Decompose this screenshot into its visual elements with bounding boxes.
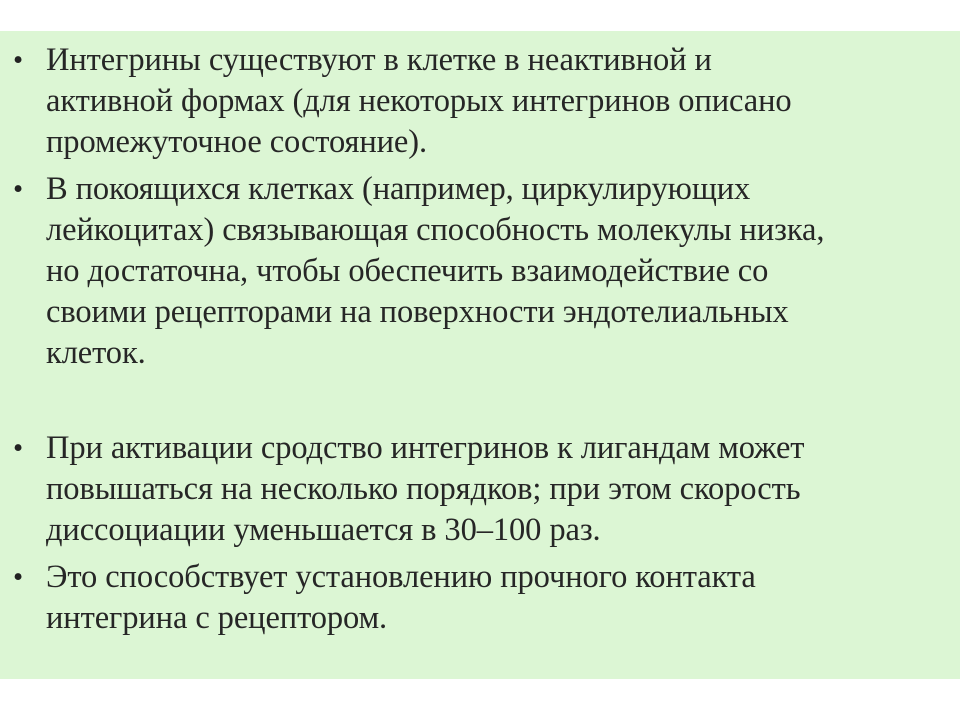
bullet-text	[46, 557, 946, 639]
bullet-line: При активации сродство интегринов к лигандам может	[46, 430, 805, 466]
bullet-line: промежуточное состояние).	[46, 124, 428, 160]
bullet-line: Интегрины существуют в клетке в неактивной и	[46, 42, 712, 78]
bullet-line: клеток.	[46, 335, 146, 371]
bullet-marker: •	[13, 561, 24, 593]
bullet-marker: •	[13, 44, 24, 76]
bullet-line: Это способствует установлению прочного контакта	[46, 559, 756, 595]
bullet-line: активной формах (для некоторых интегринов описано	[46, 83, 792, 119]
bullet-line: диссоциации уменьшается в 30–100 раз.	[46, 512, 601, 548]
bullet-text	[46, 169, 946, 374]
bullet-line: своими рецепторами на поверхности эндотелиальных	[46, 294, 789, 330]
slide-content-panel	[0, 31, 960, 679]
bullet-line: интегрина с рецептором.	[46, 600, 388, 636]
bullet-marker: •	[13, 173, 24, 205]
bullet-marker: •	[13, 432, 24, 464]
bullet-text	[46, 428, 946, 551]
bullet-text	[46, 40, 946, 163]
bullet-line: лейкоцитах) связывающая способность молекулы низка,	[46, 212, 825, 248]
bullet-line: повышаться на несколько порядков; при этом скорость	[46, 471, 801, 507]
bullet-line: В покоящихся клетках (например, циркулирующих	[46, 171, 751, 207]
bullet-line: но достаточна, чтобы обеспечить взаимодействие со	[46, 253, 769, 289]
